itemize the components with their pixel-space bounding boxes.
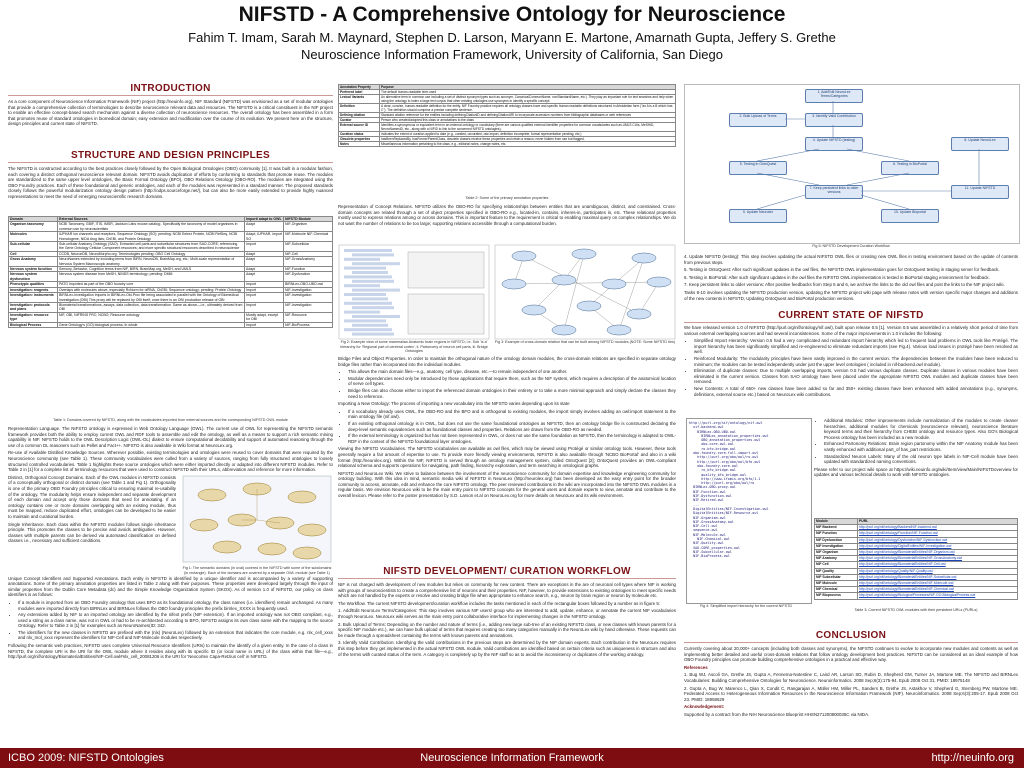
table-cell: Miscellaneous information pertaining to the class, e.g., editorial notes, change notes, etc. xyxy=(380,142,676,147)
table-cell: Lexical Variants xyxy=(339,95,380,104)
tree-node: NIF-GrossAnatomy.owl xyxy=(689,519,734,524)
domain-oval xyxy=(190,519,218,531)
tree-node: NIF-Function.owl xyxy=(689,489,726,494)
workflow-box: 7. Keep persistent links to older versions xyxy=(805,185,863,199)
table-cell: NIF, OBI, NIFRINS FRC; NCBO; Resource ontology xyxy=(58,312,245,322)
acknowledgement-heading: Acknowledgement: xyxy=(684,704,725,710)
table-cell: NIF-Investigation xyxy=(284,287,333,292)
workflow-box: 8. Update NeuroLex xyxy=(951,137,1009,151)
workflow-box: 4. Update NIFSTD (testing) xyxy=(805,137,863,151)
hierarchy-row xyxy=(352,324,388,327)
table-header-cell: PURL xyxy=(858,519,1018,525)
table-cell: NIF-Function xyxy=(284,267,333,272)
subfigure-panel xyxy=(408,294,484,334)
table-cell: A clear, concise, human-readable definition for the entity. NIF Foundry practice requires all ontology classes have and specific human readable definitions structured in Aristotelian form ("an A is a B which has C"). The definition should comprise a precise complete sentence. xyxy=(380,104,676,113)
figure-1 xyxy=(182,475,332,576)
table-cell: Import xyxy=(245,287,284,292)
section-design-heading: STRUCTURE AND DESIGN PRINCIPLES xyxy=(8,150,333,163)
table-cell: Sub-cellular xyxy=(9,242,58,252)
table-cell: An alternative term in common use including a set of distinct synonym types such as acronym, CanonicalCommonName, nonStandardName, etc.). They play an important role for text searches and help when using the ontology to index a large text corpus that other existing ontologies use synonyms in identify a specific concept. xyxy=(380,95,676,104)
tree-node: BIRNLex_annotation_properties.owl xyxy=(689,433,769,438)
workflow-text xyxy=(338,582,676,746)
representation-language-paragraph: Representation Language. The NIFSTD ontology is expressed in Web Ontology Language (OWL). The current use of OWL for representing the NIFSTD semantic framework provides both the ability to employ current OWL and RDF tools to assemble and edit the ontology, as well as a means to support a rich semantic mining capability in NIF. NIFSTD holds to the OWL Description Logic (OWL-DL) dialect to ensure computational decidability and support of automated reasoning through the use of a common DL reasoners such as Pellet and Fact++. NIFSTD is also available in Wiki format at NeuroLex.org. xyxy=(8,426,333,448)
table-cell[interactable]: http://purl.org/nif/ontology/DigitalEntities/NIF-Investigation.owl xyxy=(858,543,1018,549)
hierarchy-row xyxy=(344,249,392,252)
hierarchy-row xyxy=(352,280,394,283)
workflow-box: 9. Update Neurolex xyxy=(729,209,787,223)
tree-node: ro-bfo-bridge.owl xyxy=(689,446,736,451)
workflow-step: 1. Add/Edit NeuroLex Terms/Categories: This step involves various NIF users/ group who are interested to add, update, enhance, or annotate the current NIF vocabularies through NeuroLex. NeuroLex wiki serves as the main entry point collaborative interface for implementing changes in the NIFSTD ontology. xyxy=(338,608,676,619)
table-cell: NIF-Resource xyxy=(284,312,333,322)
concept-node xyxy=(627,309,651,319)
table-cell: NIF Cell xyxy=(815,562,858,568)
improvement-item: • Elimination of duplicate classes: Due to multiple overlapping imports, version 0.5 had various duplicate classes. Duplicate classes in various modules have been eliminated in the current version. Classes from SAO ontology have been placed under the appropriate NIFSTD OWL modules and duplicate classes have been removed. xyxy=(694,368,1018,385)
figure-1-caption: Fig 1: The semantic domains (in oval) covered in the NIFSTD with some of the subdomains (in rectangle). Each of the domains are covered by a separate OWL module (see Table 1) xyxy=(182,566,332,575)
domain-oval xyxy=(298,524,326,536)
tree-node: http://purl.org/obo/owl/bfo.owl xyxy=(689,459,761,464)
table-cell: Adapt xyxy=(245,272,284,282)
concept-node xyxy=(572,249,596,259)
domain-oval xyxy=(293,547,321,559)
import-case: • If the external terminology is organized but has not been represented in OWL, or does not use the same foundation as NIFSTD, then the terminology is adapted to OWL-RDF in the context of the NIFSTD foundational layer ontologies. xyxy=(348,433,676,444)
table-domains-caption: Table 1: Domains covered by NIFSTD, along with the vocabularies imported from external sources and the corresponding NIFSTD OWL module xyxy=(53,418,288,422)
workflow-step: 6. Testing in BioPortal: After such significant updates in the owl files the NIFSTD OWL implementation is tested in BioPortal staging environment for feedback. xyxy=(684,274,990,280)
import-paragraph: Importing a New Ontology: The process of importing a new vocabulary into the NIFSTD varies depending upon its state xyxy=(338,401,570,407)
tree-node: NIF-BioProcess.owl xyxy=(689,554,730,559)
table-cell[interactable]: http://purl.org/nif/ontology/BiomaterialEntities/NIF-Chemical.owl xyxy=(858,587,1018,593)
table-cell: NIF Backend xyxy=(815,525,858,531)
section-introduction-heading: INTRODUCTION xyxy=(8,83,333,96)
import-hierarchy-tree xyxy=(686,418,812,604)
table-row xyxy=(339,95,676,104)
tree-node: http://purl.org/obo/owl/ro.owl xyxy=(689,455,759,460)
table-header-cell: Domain xyxy=(9,217,58,222)
domain-oval xyxy=(258,543,286,555)
table-cell: Nervous system function xyxy=(9,267,58,272)
hierarchy-row xyxy=(352,315,400,318)
tree-node: NIF-Organism.owl xyxy=(689,515,726,520)
table-cell: Biological Process xyxy=(9,322,58,327)
table-row xyxy=(9,322,333,327)
tree-node: NIF-Molecule.owl xyxy=(689,532,726,537)
table-cell[interactable]: http://purl.org/nif/ontology/Dysfunction/NIF-Dysfunction.owl xyxy=(858,537,1018,543)
table-row xyxy=(9,222,333,232)
workflow-step: 5. Testing in OntoQuest: After such significant updates in the owl files, the NIFSTD OWL implementation goes for OntoQuest testing in staging server for feedback. xyxy=(684,267,1000,273)
improvement-item: • New Contents: A total of 650+ new classes have been added so far and 350+ existing classes have been enhanced with added annotations (e.g., synonyms, definitions, external source etc.) based on NeuroLex wiki contributions. xyxy=(694,386,1018,397)
workflow-box: 3. Identify Valid Contribution xyxy=(805,113,863,127)
table-cell[interactable]: http://purl.org/nif/ontology/BiologicalProcesses/NIF-GO-BiologicalProcess.owl xyxy=(858,593,1018,599)
table-header-cell: NIFSTD Module xyxy=(284,217,333,222)
table-cell: Adapt xyxy=(245,251,284,256)
table-cell: Overlaps with molecules above, especially RxNorm for ofRNA, ChEBI; Sequence ontology; pending: Protein Ontology xyxy=(58,287,245,292)
table-cell: Molecules xyxy=(9,232,58,242)
table-cell: NIF Function xyxy=(815,531,858,537)
current-intro: We have released version 1.0 of NIFSTD (http://purl.org/nif/ontology/nif.owl), built upon release 0.5 [1]. Version 0.5 was assembled in a relatively short period of time from various external overlapping sources and had several inconsistencies. Some of the major improvements in 1.0 includes the following: xyxy=(684,325,1018,336)
subfigure-panel xyxy=(408,252,484,288)
table-header-cell: Import/ adapt to OWL xyxy=(246,217,282,221)
project-wiki-note: Please refer to our project wiki space at https://wiki.neuinfo.org/wiki/Item/view/Main/NIFSTDoverview for updates and various technical details to work with NIFSTD ontologies. xyxy=(814,466,1018,478)
figure-3-caption: Fig 3: Example of cross-domain relation that can be built among NIFSTD modules (NOTE: Some NIFSTD ties) xyxy=(494,340,676,344)
tree-node: ... xyxy=(689,502,700,507)
table-cell: NIF Bioprocess xyxy=(815,593,858,599)
workflow-box: 2. Bulk Upload of Terms xyxy=(729,113,787,127)
table-row xyxy=(9,272,333,282)
figure-5-caption: Fig 5: NIFSTD Development Curation Workflow xyxy=(812,244,890,248)
bridge-point: • Modular dependencies need only be introduced by those applications that require them, such as the NIF system, which requires a description of the anatomical location of nerve cell types. xyxy=(348,376,676,387)
current-state-text xyxy=(684,325,1018,415)
table-cell: Organism taxonomy xyxy=(9,222,58,232)
tree-node: NIF-Cell.owl xyxy=(689,524,718,529)
improvement-item: • Enhanced Partonomy Relations: Brain region partonomy within the NIF Anatomy module has been vastly enhanced with additional part_of has_part restrictions. xyxy=(824,441,1018,452)
table-cell: Gross Anatomy xyxy=(9,257,58,267)
workflow-box: 10. Update Bioportal xyxy=(881,209,939,223)
identifier-rule: • Any extensions added by NIF to an imported ontology are identified by the nifext prefix (NIF extension). If an imported ontology was not OBO compliant, e.g., used a string as a class name, was not in OWL or had to be re-architected according to BFO, NIFSTD assigns its own class name with the mapping to the source Ontology. Refer to Table 2 in [1] for examples such as NeuroNames(ID: 342. xyxy=(18,612,333,629)
hierarchy-row xyxy=(344,258,380,261)
table-cell: NCBI Taxonomy, GBIF, ITIS, IMSR, Jackson Labs mouse catalog;. Specifically the taxonomy of model organisms in common use by neuroscientists xyxy=(58,222,245,232)
tree-node: NIF-Quality.owl xyxy=(689,541,724,546)
table-cell[interactable]: http://purl.org/nif/ontology/Function/NIF-Function.owl xyxy=(858,531,1018,537)
table-domains xyxy=(8,216,333,328)
table-header-cell: Annotation Property xyxy=(339,85,380,90)
table-header-cell: Module xyxy=(815,519,858,525)
table-cell: Standard citation reference for the entities including definingCitationID and definingCitationURI to incorporate accession numbers from bibliographic databases or web references xyxy=(380,113,676,118)
tree-node: BIRNLex-OBO-UBO.owl xyxy=(689,429,736,434)
hierarchy-row xyxy=(344,328,392,331)
bridge-files-paragraph: Bridge Files and Object Properties. In order to maintain the orthogonal nature of the ontology domain modules, the cross-domain relations are specified in separate ontology bridge files rather than incorporated into the individual modules. xyxy=(338,356,676,367)
table-cell[interactable]: http://purl.org/nif/ontology/BiomaterialEntities/NIF-GrossAnatomy.owl xyxy=(858,556,1018,562)
workflow-diagram xyxy=(684,84,1020,244)
references-heading: References xyxy=(684,664,708,670)
left-body-text xyxy=(8,426,333,746)
table-cell: Cell xyxy=(9,251,58,256)
reference-item: 2. Gupta A, Bug W, Marenco L, Qian X, Condit C, Rangarajan A, Müller HM, Miller PL, Sanders B, Grethe JS, Astakhov V, Shepherd G, Sternberg PW, Martone ME. Federated Access to Heterogeneous Information Resources in the Neuroscience Information Framework (NIF). Neuroinformatics. 2008 Sep;6(3):205-17. Epub 2008 Oct 23. PMID: 18958629 xyxy=(684,685,1018,702)
tree-node: nif-backend.owl xyxy=(689,425,724,430)
hierarchy-row xyxy=(352,297,388,300)
hierarchy-row xyxy=(352,262,400,265)
table-cell[interactable]: http://purl.org/nif/ontology/BiomaterialEntities/NIF-Molecule.owl xyxy=(858,581,1018,587)
single-inheritance-paragraph: Single Inheritance. Each class within the NIFSTD modules follows single inheritance principle. This promotes the classes to be precise and avoids ambiguities. However, classes with multiple parents can be derived via automated classification on defined classes i.e., necessary and sufficient conditions. xyxy=(8,521,176,544)
table-cell: PATO Imported as part of the OBO foundry core xyxy=(58,282,245,287)
tree-node: BIRNLex-OBO-proxy.owl xyxy=(689,485,736,490)
table-cell: Mostly adapt, except for OBI xyxy=(245,312,284,322)
hierarchy-row xyxy=(344,267,386,270)
tree-node: http://purl.org/nif/ontology/nif.owl xyxy=(689,421,763,425)
workflow-box: 5. Testing in OntoQuest xyxy=(729,161,787,175)
table-cell: CCDB, NeuronDB, NeuroMorpho.org. Terminologies pending: OBO Cell Ontology xyxy=(58,251,245,256)
table-cell: BIRNLex-Investigation imports in BIRNLex-Obi-Prov file being associated in parallel with the Ontology of Biomedical Investigation (OBI) This proxy will be replaced by OBI itself, once there is an OBI production release of OBI xyxy=(58,293,245,303)
table-cell: Investigation: resource type xyxy=(9,312,58,322)
tree-node: SAO-CORE_properties.owl xyxy=(689,545,741,550)
concept-node xyxy=(552,275,576,285)
conclusion-block xyxy=(684,646,1018,746)
table-cell[interactable]: http://purl.org/nif/ontology/BiomaterialEntities/NIF-Cell.owl xyxy=(858,562,1018,568)
table-cell: Definition xyxy=(339,104,380,113)
table-cell[interactable]: http://purl.org/nif/ontology/BiomaterialEntities/NIF-Subcellular.owl xyxy=(858,574,1018,580)
hierarchy-row xyxy=(344,319,386,322)
table-owl-modules-caption: Table 3: Current NIFSTD OWL modules with their persistent URLs (PURLs) xyxy=(854,608,978,612)
table-cell: NIF Subcellular xyxy=(815,574,858,580)
table-cell: Import xyxy=(245,293,284,303)
table-cell: NIF Molecule xyxy=(815,581,858,587)
table-owl-modules xyxy=(814,518,1018,600)
table-cell: Identifies a synonymous or equivalent term in an external ontology or vocabulary (there are various qualified external identifier properties for common vocabularies such as UMLS CUIs, MeSHID, NeuroNamesID, etc., along with a NIFID to link to the concerned NIFSTD ontologies). xyxy=(380,123,676,132)
table-cell: BIRNLex-OBO-UBO.owl xyxy=(284,282,333,287)
intro-text: As a core component of Neuroscience Information Framework (NIF) project (http://neuinfo.org), NIF Standard (NIFSTD) was envisioned as a set of modular ontologies that provide a comprehensive collection of terminologies to describe neuroscience relevant data and resources. The NIFSTD is a critical constituent in the NIF project to enable an effective concept-based search mechanism against a diverse collection of neuroscience resources. The overall ontology has been assembled in a form that promotes reuse of standard ontologies in biomedical domain; easy extension and modification over the course of its evolution. We present here on the structure, design principles and current state of NIFSTD. xyxy=(8,99,333,127)
hierarchy-row xyxy=(344,311,380,314)
table-header-cell: Purpose xyxy=(380,85,676,90)
concept-relations-text: Representation of Concept Relations. NIFSTD utilizes the OBO-RO for specifying relationships between entities that are unambiguous, distinct, and constrained. Cross-domain concepts are related through a set of object properties specified in OBO-RO e.g., located-in, contains, inheres-in, participates in, etc. These relational properties mostly used to express relations among or across domains. This is important feature to the requirement is critical to enabling maximal query on complex relationships. We do not want the number of relations to be too large; supporting relations accessible through a computational burden. xyxy=(338,204,676,226)
import-case: • If an existing orthogonal ontology is in OWL, but does not use the same foundational ontologies as NIFSTD, then an ontology bridge file is constructed declaring the deep-level semantic equivalencies such as foundational classes and properties. Relations are drawn from the OBO-RO as needed. xyxy=(348,421,676,432)
hierarchy-row xyxy=(344,275,392,278)
table-cell[interactable]: http://purl.org/nif/ontology/BackendNIF-backend.owl xyxy=(858,525,1018,531)
table-cell[interactable]: http://purl.org/nif/ontology/BiomaterialEntities/NIF-Organism.owl xyxy=(858,550,1018,556)
concept-node xyxy=(607,325,631,335)
table-cell: Gene Ontology's (GO) biological process; In whole xyxy=(58,322,245,327)
acknowledgement-text: Supported by a contract from the NIH Neuroscience Blueprint HHSN271200800035C via NIDA. xyxy=(684,711,870,717)
table-cell: Adapt xyxy=(245,267,284,272)
table-cell: Investigation: instruments xyxy=(9,293,58,303)
table-cell[interactable]: http://purl.org/nif/ontology/Quality/NIF-Quality.owl xyxy=(858,568,1018,574)
viewing-paragraph: Viewing the NIFSTD Vocabularies. The NIFSTD vocabularies are available as owl files, which may be viewed using Protégé or similar ontology tools. However, these tools generally require a fair amount of expertise to use. To provide more friendly viewing environments, NIFSTD is also available through 'NCBO BioPortal' and also in a wiki format (http://neurolex.org). Within the NIF, NIFSTD is served through an ontology management system, called OntoQuest [2]; OntoQuest provides an OWL-compliant relational schema and supports operations for navigating, path finding, hierarchy exploration, and term searching in ontological graphs. xyxy=(338,446,676,469)
table-cell: NIF Organism xyxy=(815,550,858,556)
table-cell: Nervous system disease from MeSH, NINDS terminology; pending: DMM xyxy=(58,272,245,282)
middle-body-text xyxy=(338,356,676,564)
workflow-tasks: Tasks 8-10 involves updating the NIFSTD production version, updating the NIFSTD project wiki page with release notes with version specific major changes and additions of the new contents in NIFSTD, Updating OntoQuest and BioPortal production versions. xyxy=(684,289,1018,301)
footer-url[interactable]: http://neuinfo.org xyxy=(931,752,1014,764)
table-row xyxy=(339,123,676,132)
reference-item: 1. Bug WJ, Ascoli GA, Grethe JS, Gupta A, Fennema-Notestine C, Laird AR, Larson SD, Rubin D, Shepherd GM, Turner JA, Martone ME. The NIFSTD and BIRNLex Vocabularies: Building Comprehensive Ontologies for Neuroscience. Neuroinformatics. 2008 Sep;6(3):175-94. Epub 2008 Oct 31. PMID: 18975148 xyxy=(684,672,1018,683)
concept-node xyxy=(512,251,536,261)
footer-center: Neuroscience Information Framework xyxy=(420,752,604,764)
neurolex-paragraph: NIFSTD and NeuroLex Wiki. We strive to balance between the involvement of the neuroscience community for domain expertise and knowledge engineering community for ontology building. With this idea in mind, semantic media wiki of NIFSTD in NeuroLex (http://neurolex.org) has been developed as the easy entry point for the broader community to access, annotate, edit and enhance the core NIFSTD ontology. The peer reviewed contributions in the wiki are incorporated into the NIFSTD OWL modules in a regular basis. We envision NeuroLex wiki to be the main entry point to NIFSTD concepts for the general users and domain experts to view, annotate and contribute to the overall lexicon. Please refer to the poster presentation by S.D. Larson et.al on NeuroLex.org for more details on NeuroLex and its wiki environment. xyxy=(338,470,676,499)
table-cell: NeuroNames extended by including terms from BIRN, NeuroDB, BrainMap.org, etc.; Multi-scale representation of Nervous System Macroscopic anatomy xyxy=(58,257,245,267)
table-annotation-caption: Table 2: Some of the primary annotation properties xyxy=(465,196,549,200)
tree-node: obo-foundry-core.owl xyxy=(689,463,738,468)
table-row xyxy=(339,142,676,147)
table-row xyxy=(9,257,333,267)
workflow-box: 11. Update NIFSTD xyxy=(951,185,1009,199)
additional-improvements xyxy=(814,418,1018,516)
import-case: • If a vocabulary already uses OWL, the OBO-RO and the BFO and is orthogonal to existing modules, the import simply involves adding an owl:import statement to the main ontology file (nif.owl). xyxy=(348,409,676,420)
hierarchy-row xyxy=(344,302,392,305)
tree-node: http://purl.org/obo/owl/ro xyxy=(689,481,755,486)
table-cell: hasBeenReplacedBy, hasFormerParentClass, obsolete classes receive these properties and retain a reason; never hidden from use but flagged. xyxy=(380,137,676,142)
table-cell: Sub-cellular Anatomy Ontology (SAO). Extracted cell parts and subcellular structures from SAO-CORE; referencing the Gene Ontology Cellular Component resources; and more specific structural resources described in neuroscience xyxy=(58,242,245,252)
concept-node xyxy=(502,279,526,289)
table-cell: NIF-GrossAnatomy xyxy=(284,257,333,267)
table-cell: Biomaterial transformations, assays, data collection, data transformation. Same as above—i.e., ultimately derived from OBI xyxy=(58,302,245,312)
table-cell: The default human-readable term used xyxy=(380,90,676,95)
tree-node: ro_bfo_bridge.owl xyxy=(689,468,736,473)
workflow-step: 3. Identify Valid Contribution: Identifying the valid contributions in the previous steps are determined by the NIF domain experts. Each contribution in the NeuroLex requires this step before they get implemented in the actual NIFSTD OWL module. Valid contributions are identified based on certain criteria such as uniqueness in structure and also of the terms with curated status of the term. A category is completely up by the NIF staff so as to avoid the inconsistency or duplicates of the working ontology. xyxy=(338,640,676,657)
workflow-step: 4. Update NIFSTD (testing): This step involves updating the actual NIFSTD OWL files or creating new OWL files in testing environment based on the update of contents from previous steps. xyxy=(684,254,1018,265)
concept-node xyxy=(602,279,626,289)
table-cell: Adapt xyxy=(245,222,284,232)
tree-node: NIF-Dysfunction.owl xyxy=(689,494,732,499)
tree-node: DigitalEntities/NIF-Resource.owl xyxy=(689,511,759,516)
tree-node: NIF-Retired.owl xyxy=(689,498,724,503)
tree-node: sequence.owl xyxy=(689,528,718,533)
table-cell: External source ID xyxy=(339,123,380,132)
domain-oval xyxy=(198,489,226,501)
cross-domain-relation-figure xyxy=(494,244,676,340)
identifier-rule: • The identifiers for the new classes in NIFSTD are prefixed with the (nlx) (NeuroLex) followed by an extension that indicates the core module, e.g. nlx_cell_xxxx and nlx_mol_xxxx represent the identifiers for NIF-Cell and NIF-Molecule modules respectively. xyxy=(18,630,333,641)
table-cell: Import xyxy=(245,282,284,287)
domain-oval xyxy=(288,491,316,503)
table-row xyxy=(9,312,333,322)
table-cell: NIF Anatomy xyxy=(815,556,858,562)
table-cell: NIF-Molecule NIF-Chemical xyxy=(284,232,333,242)
table-cell: Indicates the extent of curation applied to date (e.g., curated, uncurated, raw import, definition incomplete, formal representation pending, etc.) xyxy=(380,132,676,137)
table-row xyxy=(339,104,676,113)
hierarchy-row xyxy=(352,253,394,256)
poster-authors: Fahim T. Imam, Sarah M. Maynard, Stephen D. Larson, Maryann E. Martone, Amarnath Gupta, Jeffery S. Grethe xyxy=(188,30,836,45)
tree-node: quality_bfo_bridge.owl xyxy=(689,472,747,477)
table-cell: NIF-Cell xyxy=(284,251,333,256)
hierarchy-row xyxy=(352,289,400,292)
workflow-steps-continued xyxy=(684,254,1018,306)
table-cell: NIF-Investigation xyxy=(284,302,333,312)
table-cell: Defining citation xyxy=(339,113,380,118)
semantic-domains-diagram xyxy=(182,475,332,563)
hierarchy-row xyxy=(344,284,380,287)
workflow-step: 7. Keep persistent links to older versions: After positive feedbacks from Step 5 and 6, we archive the links to the old owl files and post the links to the NIF project wiki. xyxy=(684,282,1005,288)
tree-node: NIF-Chemical.owl xyxy=(689,537,730,542)
improvement-item: • Additional Modules: Other improvements include normalization of the modules to create cleaner hierarchies, additional modules for chemicals (neuroscience relevant), neuroscience literature keyword terms and their hierarchy from CHEBI ontology and resource types. Also GO's Biological Process ontology has been included as a new module. xyxy=(824,418,1018,440)
table-row xyxy=(9,293,333,303)
concept-node xyxy=(552,325,576,335)
concept-node xyxy=(577,301,601,311)
table-cell: NIF-Organism xyxy=(284,222,333,232)
table-cell: NIF Dysfunction xyxy=(815,537,858,543)
table-cell: IUPHAR ion channels and receptors, Sequence Ontology (SO); pending: NCBI Entrez Protein, NCBI RefSeq, NCBI Homologene, NIDA drug lists; ChEBI, and Protein Ontology xyxy=(58,232,245,242)
orthogonal-paragraph: Distinct, Orthogonal Concept Domains. Each of the OWL modules in NIFSTD consists of a conceptually orthogonal or distinct domain (see Table 1 and Fig 1). Orthogonality is one of the primary OBO Foundry principles critical to ensuring maximal re-usability of the ontology. The modularity helps ensure independent and separate development of each domain and accept only those domains that need for annotating. If an ontology contains one or more domains overlapping with an existing module, thus must be mapped, reduce duplicated effort, ontologies can be developed to be easier to maintain and curational burden. xyxy=(8,474,176,519)
tree-node: obo-foundry-core-full-import.owl xyxy=(689,451,759,456)
table-cell: Preferred label xyxy=(339,90,380,95)
table-cell: NIF-Subcellular xyxy=(284,242,333,252)
improvement-item: • Reinforced Modularity: The modularity principles have been vastly improved in the current version. The dependencies between the modules have been reduced to minimum; the modules can be tested independently under just the upper level ontologies ( included in nif-backend.owl module). xyxy=(694,356,1018,367)
table-cell: Phenotypic qualities xyxy=(9,282,58,287)
reuse-paragraph: Re-use of Available Distilled Knowledge Sources. Wherever possible, existing terminologies and ontologies were reused to cover domains that were required by the Neuroscience community (see Table 1). These community vocabularies were culled from a variety of sources, ranging from fully structured ontologies to loosely structured controlled vocabularies. Table 1 highlights these source ontologies which were either imported directly or adapted into different NIFSTD modules. Refer to Table 2 in [1] for a complete list of terminology resources that were used to construct NIFSTD with their URLs, abbreviation and reference for more information. xyxy=(8,450,333,473)
workflow-box: 6. Testing in BioPortal xyxy=(881,161,939,175)
table-cell: Investigation: reagents xyxy=(9,287,58,292)
table-cell: Curator xyxy=(339,118,380,123)
workflow-arrows xyxy=(685,85,1019,243)
footer-bar xyxy=(0,748,1024,768)
table-row xyxy=(9,302,333,312)
footer-conference: ICBO 2009: NIFSTD Ontologies xyxy=(8,752,164,764)
table-cell: Person who created/adopted this class or annotations to the class xyxy=(380,118,676,123)
table-cell: Notes xyxy=(339,142,380,147)
concept-node xyxy=(632,253,656,263)
workflow-intro: NIF is not charged with development of new modules but relies on community for new content. There are exceptions in the are of neuronal cell types where NIF is working with groups of neuroscientists to create a comprehensive list of neurons and their properties. NIF, however, to provide extensions to existing ontologies to meet specific needs which are not handled by the experts or resolve and creating bridge file when appropriate to enhance search, e.g., neuron by brain region or neuron by molecule etc. xyxy=(338,582,676,599)
table-row xyxy=(9,242,333,252)
hierarchy-row xyxy=(352,333,394,336)
table-cell: Nervous system dysfunction xyxy=(9,272,58,282)
table-cell: NIF-Dysfunction xyxy=(284,272,333,282)
uri-paragraph: Following the semantic web practices, NIFSTD uses complete Universal Resource Identifiers (URIs) to maintain the identify of a given entity. In the case of a class in NIFSTD, the complete URI is the URI for the OWL module where it resides along with its specific ID (or local name in URL) of the class within that file—e.g., http://purl.org/nif/ontology/BiomaterialEntities/NIF-Cell.owl#nlx_cell_20081206 is the URI for 'Neocortex Capa-Retzius cell' in NIFSTD. xyxy=(8,643,333,660)
table-cell: NIF-BioProcess xyxy=(284,322,333,327)
table-cell: Sensory, Behavior, Cognition terms from NIF, BIRN, BrainMap.org, MeSH, and UMLS xyxy=(58,267,245,272)
section-conclusion-heading: CONCLUSION xyxy=(684,630,1018,643)
table-cell: Obsolete properties xyxy=(339,137,380,142)
tree-node: NIF-Subcellular.owl xyxy=(689,549,732,554)
table-row xyxy=(9,232,333,242)
table-cell: Import xyxy=(245,302,284,312)
bridge-point: • This allows the main domain files—e.g., anatomy, cell type, disease, etc.—to remain independent of one another. xyxy=(348,369,676,375)
improvement-item: • Simplified Import Hierarchy: Version 0.5 had a very complicated and redundant import hierarchy which led to frequent load problems in OWL tools like Protégé. The import hierarchy has been significantly simplified and re-engineered to eliminate redundant imports (see Fig.4). Various load issues in protégé have been resolved as well. xyxy=(694,338,1018,355)
poster-affiliation: Neuroscience Information Framework, University of California, San Diego xyxy=(301,47,723,62)
table-cell: NIF Investigation xyxy=(815,543,858,549)
table-header-cell: External Sources xyxy=(58,217,245,222)
improvement-item: • Standardized Neuron Labels: Many of the old neuron type labels in NIF-Cell module have been updated with standardized naming conventions. xyxy=(824,454,1018,465)
workflow-box: 1. Add/Edit NeuroLex Terms/Categories xyxy=(805,89,863,103)
section-workflow-heading: NIFSTD DEVELOPMENT/ CURATION WORKFLOW xyxy=(338,566,676,579)
conclusion-text: Currently covering about 20,000+ concepts (including both classes and synonyms), the NIFSTD continues to evolve to incorporate new modules and contents as well as implementing better detailed and useful cross-domain relations that follow ontology development best practices. NIFSTD can be considered as an ideal example of how OBO Foundry principles can promote building comprehensive ontologies in a practical and effective way. xyxy=(684,646,1018,663)
table-cell: NIF Chemical xyxy=(815,587,858,593)
domain-oval xyxy=(213,541,241,553)
table-cell: NIF Quality xyxy=(815,568,858,574)
table-cell: NIF-Investigation xyxy=(284,293,333,303)
poster-title: NIFSTD - A Comprehensive Ontology for Neuroscience xyxy=(238,3,786,26)
hierarchy-row xyxy=(344,293,386,296)
table-annotation-properties xyxy=(338,84,676,147)
design-text: The NIFSTD is constructed according to the best practices closely followed by the Open Biological Ontologies (OBO) community [1]. It was built in a modular fashion, each covering a distinct orthogonal neuroscience relevant domain. NIFSTD avoids duplication of efforts by conforming to standards that promote reuse. The modules are standardized to the same upper level ontologies, the Basic Formal Ontology (BFO), OBO Relations Ontology (OBO-RO). The modules are integrated using the OBO Foundry practices. Each of these foundational and generic ontologies, and each of the modules was represented in a standard manner. The proposed standards closely follows the powerful modularization ontology design pattern (http://odps.sourceforge.net/), but can also be more easily extended to provide highly nuanced representations to meet the need of emerging neuroscientific research domains. xyxy=(8,166,333,199)
tree-node: OBO_annotation_properties.owl xyxy=(689,438,761,443)
tree-node: DigitalEntities/NIF-Investigation.owl xyxy=(689,506,769,511)
workflow-step: 2. Bulk Upload of Terms: Depending on the number and nature of terms (i.e., adding new large sub-tree of an existing NIFSTD class, or new classes with known parents for a specific NIF module etc.), we can have bulk upload of terms that requires creating too many categories manually in the NeuroLex wiki by hand otherwise. These requests can be made through a spreadsheet containing the terms with known parents and annotations. xyxy=(338,621,676,638)
table-cell: Investigation: protocols and plans xyxy=(9,302,58,312)
workflow-step-intro: The Workflow. The current NIFSTD development/curation workflow includes the tasks mentioned in each of the rectangular boxes followed by a number as in figure 5: xyxy=(338,600,660,606)
table-cell: Import xyxy=(245,322,284,327)
table-cell: Adapt xyxy=(245,257,284,267)
table-cell: Adapt; IUPHAR, import SO xyxy=(246,232,282,241)
tree-node: http://www.ifomis.org/bfo/1.1 xyxy=(689,476,761,481)
concept-node xyxy=(522,305,546,315)
identifier-rule: • If a module is imported from an OBO Foundry ontology that uses BFO as its foundational ontology, the class names (i.e. identifiers) remain unchanged. As many modules were imported directly from BIRNLex and BIRNLex follows the OBO foundry principles the prefix birnlex_XXXX is frequently used. xyxy=(18,600,333,611)
table-cell: Curation status xyxy=(339,132,380,137)
concept-node xyxy=(647,277,671,287)
hierarchy-row xyxy=(352,271,388,274)
anatomy-hierarchy-figure xyxy=(338,244,490,340)
tree-node: obo-core-owl.owl xyxy=(689,442,734,447)
figure-4-caption: Fig 4: Simplified import hierarchy for the current NIFSTD xyxy=(699,604,792,608)
section-current-heading: CURRENT STATE OF NIFSTD xyxy=(684,310,1018,323)
figure-2-caption: Fig 2: Example view of some mammalian Anatomic brain regions in NIFSTD; i.e. Sub 'is a' hierarchy for 'Regional part of cerebral cortex', ii. Partonomy of neuron cell parts, iii. Bridge Ontologies xyxy=(340,340,488,354)
table-row xyxy=(339,113,676,118)
hierarchy-row xyxy=(352,306,394,309)
table-row xyxy=(815,593,1018,599)
table-cell: Import xyxy=(245,242,284,252)
bridge-point: • Bridge files can also choose either to import the referenced domain ontologies in their entirety or to take a more minimal approach and simply declare the classes they need to reference. xyxy=(348,388,676,399)
unique-identifiers-paragraph: Unique Concept Identifiers and Supported Annotations. Each entity in NIFSTD is identified by a unique identifier and is accompanied by a variety of supporting annotations. Some of the primary annotation properties are listed in Table 2 along with their purposes. These properties were developed largely through the input of similar properties from the Dublin Core Metadata (dc) and the Simple Knowledge Organization System (SKOS). As of version 1.0 of NIFSTD, our policy on class identifiers is as follows: xyxy=(8,575,333,598)
